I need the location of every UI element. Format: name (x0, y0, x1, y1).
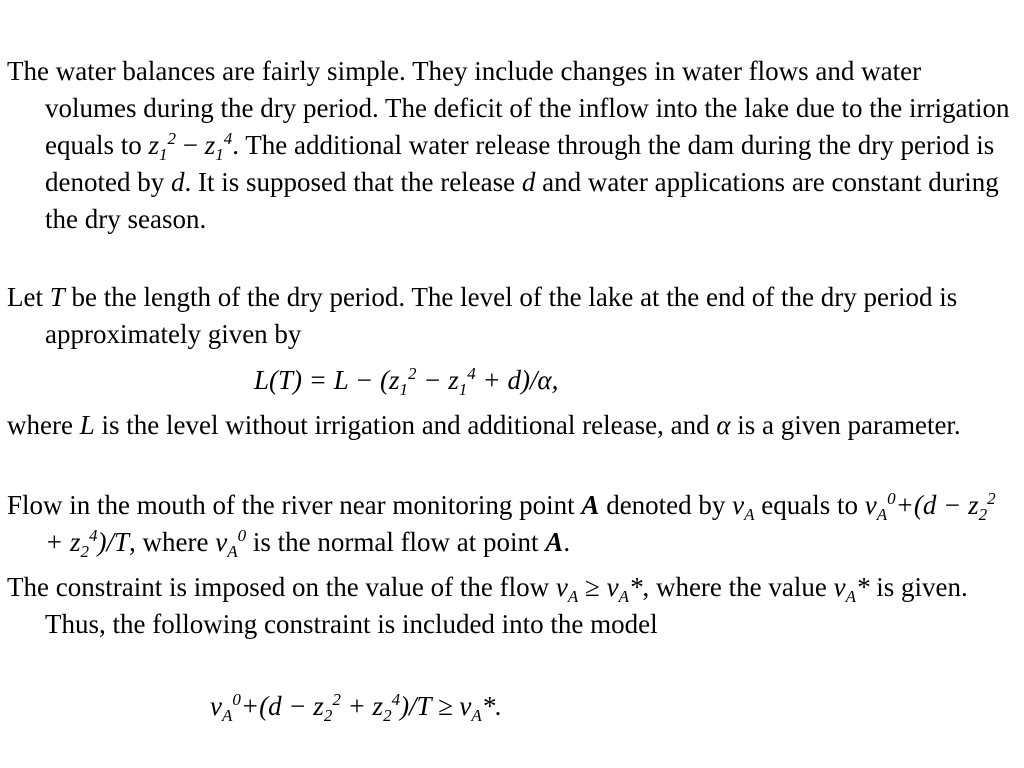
equation-lake-level: $L(T) = L - (z_1^2 - z_1^4 + d)/\alpha$, (254, 364, 559, 399)
text: equals to (754, 490, 865, 520)
text: is a given parameter. (730, 410, 961, 440)
text: denoted by (599, 490, 733, 520)
text: , where the value (642, 572, 834, 602)
math-d: d (170, 167, 185, 197)
text: is the normal flow at point (246, 527, 546, 557)
equation-flow-constraint: $v_A^0+(d - z_2^2 + z_2^4)/T \ge v_A*$. (210, 690, 503, 725)
math-d: d (521, 167, 536, 197)
math-vA0: $v_A^0$ (215, 526, 247, 561)
math-alpha: α (716, 410, 731, 440)
text: be the length of the dry period. The level of the lake at the end of the dry period is approximately given by (45, 282, 958, 349)
text: Let (7, 282, 50, 312)
math-z1-squared: $z_1^2$ (148, 129, 176, 164)
math-vA: $v_A$ (732, 490, 755, 524)
text: Flow in the mouth of the river near monitoring point (7, 490, 582, 520)
text: . It is supposed that the release (184, 167, 522, 197)
paragraph-water-balances (7, 53, 1017, 238)
paragraph-dry-period-length (7, 279, 1017, 353)
text: is the level without irrigation and additional release, and (94, 410, 717, 440)
text: The constraint is imposed on the value of the flow (7, 572, 556, 602)
paragraph-constraint (7, 569, 1017, 643)
math-point-A: A (581, 490, 600, 520)
text: The water balances are fairly simple. They include changes in water flows and water volumes during the dry period. The deficit of the inflow into the lake due to the irrigation equals to (7, 56, 1010, 160)
math-point-A: A (545, 527, 564, 557)
math-T: T (49, 282, 65, 312)
text: , where (129, 527, 216, 557)
math-vA-star: $v_A*$ (833, 572, 870, 606)
math-flow-expression: $v_A^0+(d - z_2^2 + z_2^4)/T$ (45, 489, 996, 561)
text: . The additional water release through the dam during the dry period is denoted by (45, 130, 995, 197)
math-vA-geq-vA-star: $v_A \ge v_A*$ (555, 572, 643, 606)
math-z1-fourth: $z_1^4$ (204, 129, 233, 164)
minus-sign: − (176, 130, 205, 160)
paragraph-flow-monitoring (7, 487, 1017, 561)
math-L: L (79, 410, 95, 440)
paragraph-level-definition (7, 407, 1017, 444)
text: . (563, 527, 571, 557)
text: and water applications are constant during the dry season. (45, 167, 999, 234)
text: where (7, 410, 80, 440)
text: is given. Thus, the following constraint is included into the model (45, 572, 968, 639)
